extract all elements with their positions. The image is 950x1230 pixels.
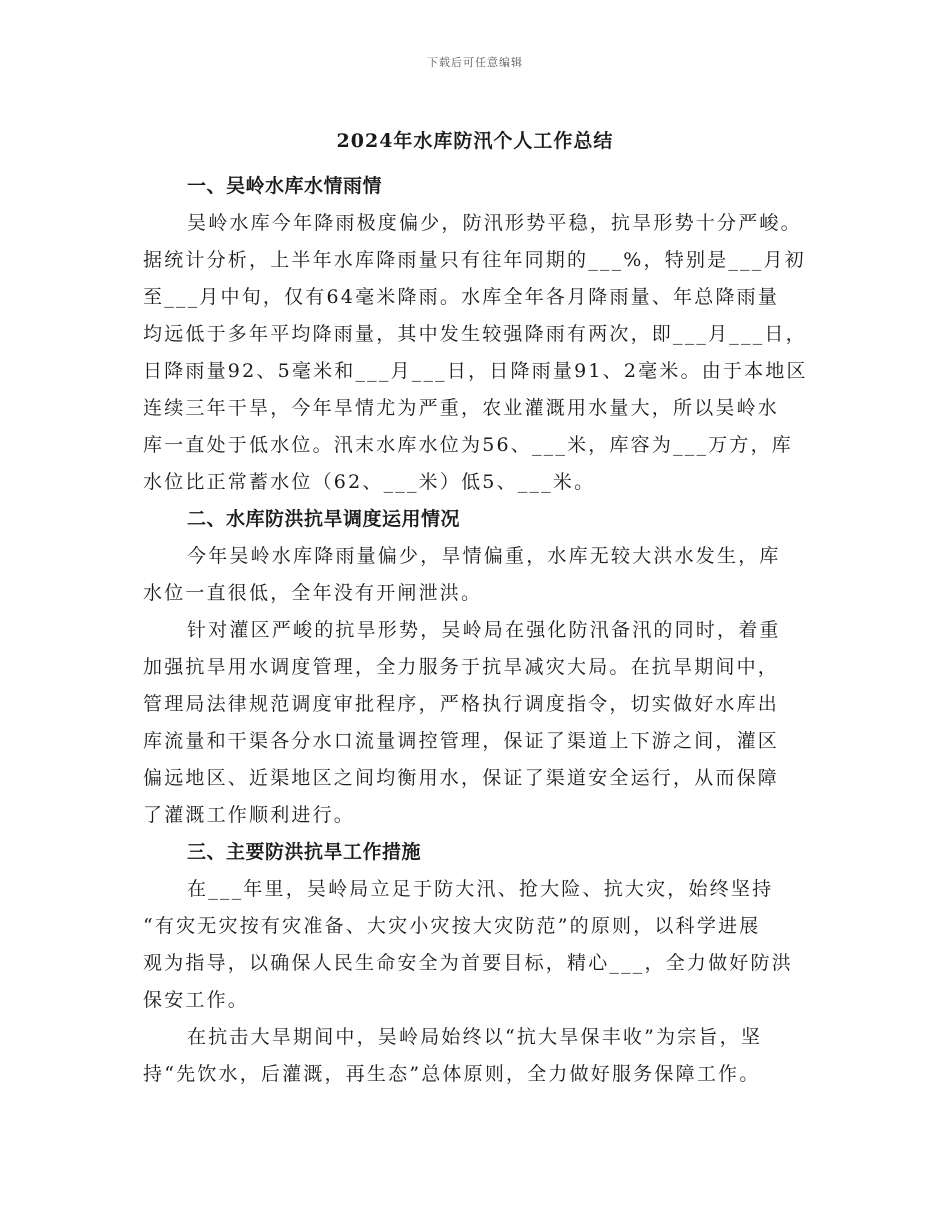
paragraph-line: 了灌溉工作顺利进行。 <box>143 804 356 826</box>
section-heading: 三、主要防洪抗旱工作措施 <box>187 841 422 863</box>
paragraph-line: 连续三年干旱，今年旱情尤为严重，农业灌溉用水量大，所以吴岭水 <box>143 397 780 419</box>
document-body <box>143 168 811 1093</box>
paragraph-line: 均远低于多年平均降雨量，其中发生较强降雨有两次，即___月___日， <box>143 323 807 345</box>
paragraph <box>143 1019 811 1093</box>
paragraph <box>143 538 811 612</box>
section-heading: 二、水库防洪抗旱调度运用情况 <box>187 508 461 530</box>
paragraph-line: 偏远地区、近渠地区之间均衡用水，保证了渠道安全运行，从而保障 <box>143 767 780 789</box>
document-title: 2024年水库防汛个人工作总结 <box>336 130 614 152</box>
paragraph-line: 库一直处于低水位。汛末水库水位为56、___米，库容为___万方，库 <box>143 434 793 456</box>
page-header: 下载后可任意编辑 <box>427 56 523 69</box>
paragraph-line: “有灾无灾按有灾准备、大灾小灾按大灾防范”的原则，以科学进展 <box>143 915 761 937</box>
paragraph-line: 水位比正常蓄水位（62、___米）低5、___米。 <box>143 471 596 493</box>
paragraph-line: 日降雨量92、5毫米和___月___日，日降雨量91、2毫米。由于本地区 <box>143 360 808 382</box>
paragraph-line: 吴岭水库今年降雨极度偏少，防汛形势平稳，抗旱形势十分严峻。 <box>187 212 802 234</box>
paragraph-line: 库流量和干渠各分水口流量调控管理，保证了渠道上下游之间，灌区 <box>143 730 780 752</box>
paragraph <box>143 205 811 501</box>
paragraph-line: 在___年里，吴岭局立足于防大汛、抢大险、抗大灾，始终坚持 <box>187 878 774 900</box>
paragraph-line: 保安工作。 <box>143 989 250 1011</box>
paragraph-line: 在抗击大旱期间中，吴岭局始终以“抗大旱保丰收”为宗旨，坚 <box>187 1026 763 1048</box>
section-heading: 一、吴岭水库水情雨情 <box>187 175 383 197</box>
paragraph-line: 据统计分析，上半年水库降雨量只有往年同期的___%，特别是___月初 <box>143 249 806 271</box>
paragraph-line: 管理局法律规范调度审批程序，严格执行调度指令，切实做好水库出 <box>143 693 780 715</box>
paragraph-line: 加强抗旱用水调度管理，全力服务于抗旱减灾大局。在抗旱期间中， <box>143 656 780 678</box>
paragraph-line: 针对灌区严峻的抗旱形势，吴岭局在强化防汛备汛的同时，着重 <box>187 619 781 641</box>
paragraph <box>143 612 811 834</box>
paragraph <box>143 871 811 1019</box>
paragraph-line: 观为指导，以确保人民生命安全为首要目标，精心___，全力做好防洪 <box>143 952 793 974</box>
paragraph-line: 今年吴岭水库降雨量偏少，旱情偏重，水库无较大洪水发生，库 <box>187 545 781 567</box>
paragraph-line: 持“先饮水，后灌溉，再生态”总体原则，全力做好服务保障工作。 <box>143 1063 761 1085</box>
paragraph-line: 水位一直很低，全年没有开闸泄洪。 <box>143 582 483 604</box>
paragraph-line: 至___月中旬，仅有64毫米降雨。水库全年各月降雨量、年总降雨量 <box>143 286 780 308</box>
